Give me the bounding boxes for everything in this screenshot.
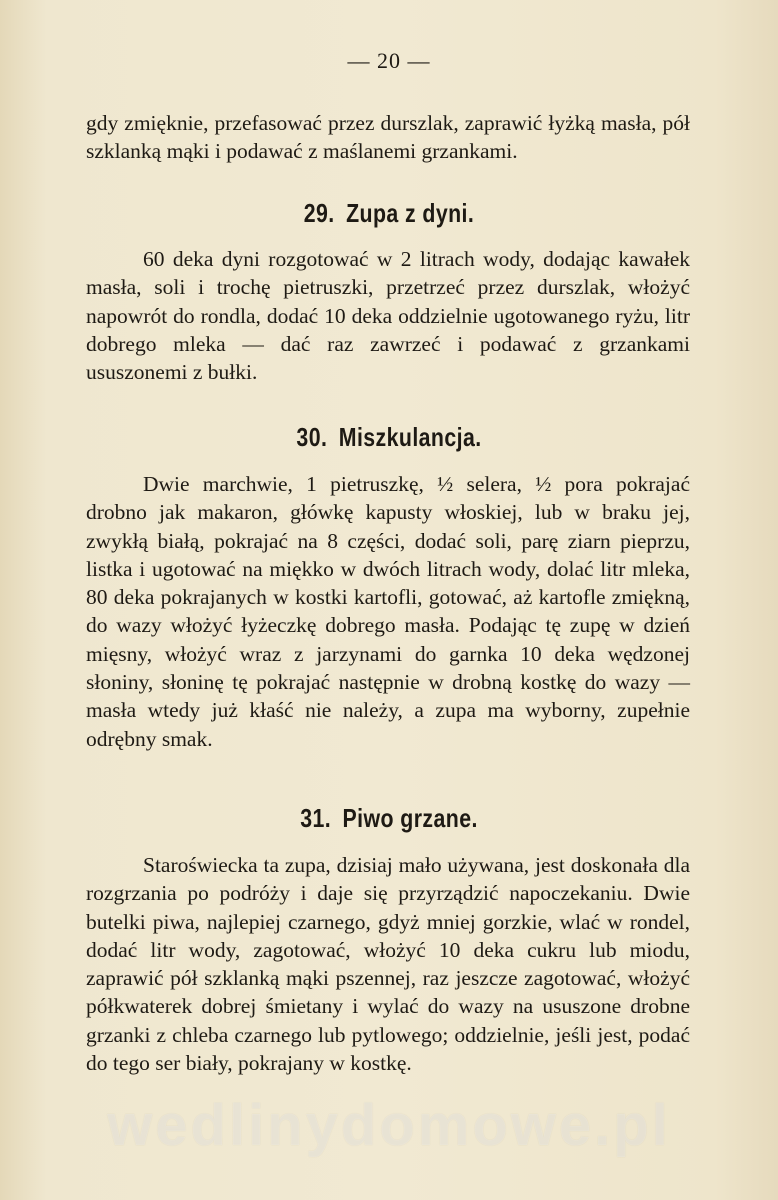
recipe-title: Miszkulancja. — [338, 422, 482, 452]
recipe-body-29: 60 deka dyni rozgotować w 2 litrach wody, dodając kawałek masła, soli i trochę pietruszki, przetrzeć przez durszlak, włożyć napowrót do rondla, dodać 10 deka oddzielnie ugotowanego ryżu, litr dobrego mleka — dać raz zawrzeć i podawać z grzankami ususzonemi z bułki. — [86, 247, 690, 385]
recipe-heading-31 — [70, 803, 708, 834]
recipe-heading-30 — [70, 422, 708, 453]
recipe-body-31: Staroświecka ta zupa, dzisiaj mało używana, jest doskonała dla rozgrzania po podróży i daje się przyrządzić napoczekaniu. Dwie butelki piwa, najlepiej czarnego, gdyż mniej gorzkie, wlać w rondel, dodać litr wody, zagotować, włożyć 10 deka cukru lub miodu, zaprawić pół szklanką mąki pszennej, raz jeszcze zagotować, włożyć półkwaterek dobrej śmietany i wylać do wazy na ususzone drobne grzanki z chleba czarnego lub pytlowego; oddzielnie, jeśli jest, podać do tego ser biały, pokrajany w kostkę. — [86, 853, 690, 1076]
recipe-number: 31. — [300, 803, 332, 833]
continuation-paragraph: gdy zmięknie, przefasować przez durszlak, zaprawić łyżką masła, pół szklanką mąki i podawać z maślanemi grzankami. — [86, 111, 690, 164]
recipe-title: Zupa z dyni. — [346, 198, 475, 228]
page-number: — 20 — — [347, 48, 431, 73]
site-watermark: wedlinydomowe.pl — [107, 1093, 671, 1158]
recipe-body-30: Dwie marchwie, 1 pietruszkę, ½ selera, ½ pora pokrajać drobno jak makaron, główkę kapusty włoskiej, lub w braku jej, zwykłą białą, pokrajać na 8 części, dodać soli, parę ziarn pieprzu, listka i ugotować na miękko w dwóch litrach wody, dolać litr mleka, 80 deka pokrajanych w kostki kartofli, gotować, aż kartofle zmiękną, do wazy włożyć łyżeczkę dobrego masła. Podając tę zupę w dzień mięsny, włożyć wraz z jarzynami do garnka 10 deka wędzonej słoniny, słoninę tę pokrajać następnie w drobną kostkę do wazy — masła wtedy już kłaść nie należy, a zupa ma wyborny, zupełnie odrębny smak. — [86, 472, 690, 751]
recipe-heading-29 — [70, 198, 708, 229]
recipe-number: 30. — [296, 422, 328, 452]
recipe-title: Piwo grzane. — [342, 803, 478, 833]
recipe-number: 29. — [303, 198, 335, 228]
